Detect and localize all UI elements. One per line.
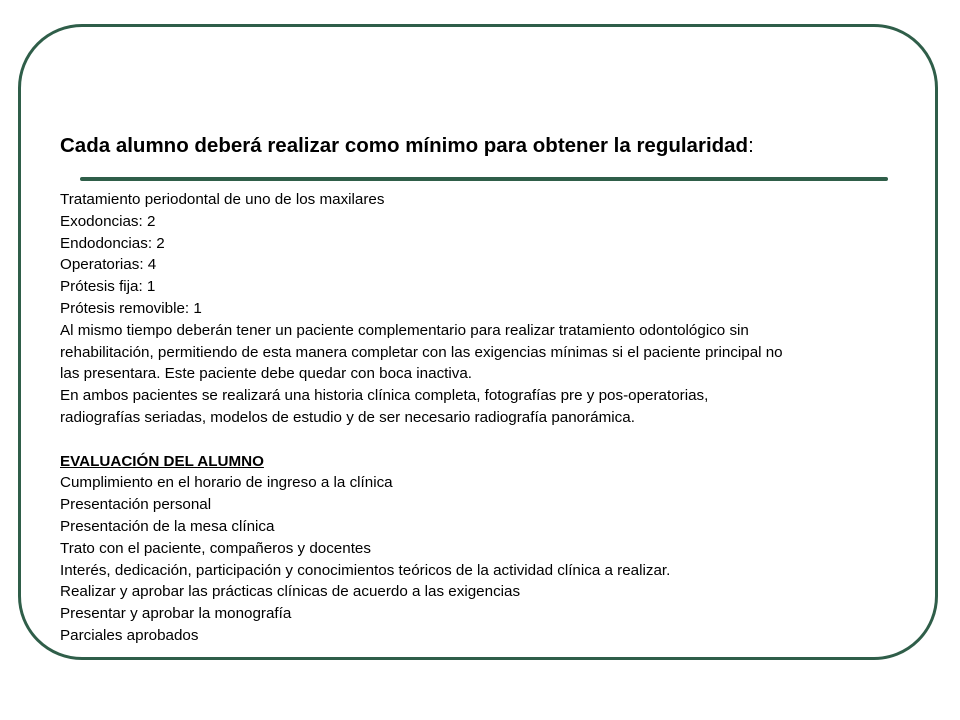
evaluation-item: Interés, dedicación, participación y conocimientos teóricos de la actividad clínica a realizar. bbox=[60, 561, 671, 579]
requirement-line: Prótesis fija: 1 bbox=[60, 278, 156, 296]
evaluation-item: Parciales aprobados bbox=[60, 626, 199, 644]
evaluation-heading-line bbox=[60, 451, 940, 473]
requirement-line: las presentara. Este paciente debe quedar con boca inactiva. bbox=[60, 365, 473, 383]
requirement-line: Operatorias: 4 bbox=[60, 256, 157, 274]
requirement-line: En ambos pacientes se realizará una historia clínica completa, fotografías pre y pos-operatorias, bbox=[60, 387, 709, 405]
page-title-colon: : bbox=[748, 134, 754, 157]
evaluation-heading: EVALUACIÓN DEL ALUMNO bbox=[60, 452, 264, 470]
requirement-line: Endodoncias: 2 bbox=[60, 234, 165, 252]
document-body bbox=[60, 189, 940, 647]
requirement-line: Exodoncias: 2 bbox=[60, 212, 156, 230]
requirement-line: Prótesis removible: 1 bbox=[60, 299, 202, 317]
evaluation-section bbox=[60, 451, 940, 647]
evaluation-item: Presentación personal bbox=[60, 496, 212, 514]
spacer bbox=[60, 429, 940, 451]
page-title bbox=[60, 133, 754, 159]
requirement-line: radiografías seriadas, modelos de estudio y de ser necesario radiografía panorámica. bbox=[60, 408, 635, 426]
evaluation-item: Presentar y aprobar la monografía bbox=[60, 605, 292, 623]
evaluation-item: Cumplimiento en el horario de ingreso a la clínica bbox=[60, 474, 393, 492]
title-divider bbox=[80, 177, 888, 181]
page-title-text: Cada alumno deberá realizar como mínimo para obtener la regularidad bbox=[60, 134, 749, 157]
requirement-line: rehabilitación, permitiendo de esta manera completar con las exigencias mínimas si el paciente principal no bbox=[60, 343, 783, 361]
evaluation-item: Presentación de la mesa clínica bbox=[60, 517, 275, 535]
evaluation-item: Realizar y aprobar las prácticas clínicas de acuerdo a las exigencias bbox=[60, 583, 521, 601]
evaluation-item: Trato con el paciente, compañeros y docentes bbox=[60, 539, 371, 557]
requirement-line: Tratamiento periodontal de uno de los maxilares bbox=[60, 191, 385, 208]
requirement-line: Al mismo tiempo deberán tener un paciente complementario para realizar tratamiento odontológico sin bbox=[60, 321, 749, 339]
requirements-list bbox=[60, 189, 940, 429]
